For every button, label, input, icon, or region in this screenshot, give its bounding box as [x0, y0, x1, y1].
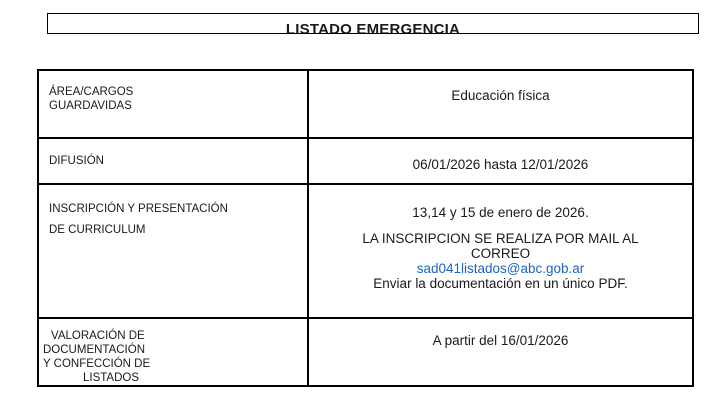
table-row	[38, 138, 693, 184]
row-value-area-cargos	[308, 70, 693, 138]
row-value-valoracion	[308, 318, 693, 386]
row-label-difusion	[38, 138, 308, 184]
row-value-difusion	[308, 138, 693, 184]
row-value-inscripcion	[308, 184, 693, 318]
value-line: CORREO	[470, 246, 531, 261]
table-row	[38, 70, 693, 138]
table-row	[38, 184, 693, 318]
table-row	[38, 318, 693, 386]
label-line: GUARDAVIDAS	[49, 100, 132, 112]
row-label-valoracion	[38, 318, 308, 386]
label-line: Y CONFECCIÓN DE	[43, 358, 151, 370]
value-line: LA INSCRIPCION SE REALIZA POR MAIL AL	[362, 231, 639, 246]
value-line: Educación física	[451, 88, 550, 103]
label-line: DOCUMENTACIÓN	[43, 344, 146, 356]
row-label-area-cargos	[38, 70, 308, 138]
label-line: DE CURRICULUM	[49, 224, 146, 236]
label-line: VALORACIÓN DE	[51, 330, 145, 342]
value-line: Enviar la documentación en un único PDF.	[373, 276, 628, 291]
label-line: DIFUSIÓN	[49, 155, 104, 167]
row-label-inscripcion	[38, 184, 308, 318]
value-line: 13,14 y 15 de enero de 2026.	[412, 205, 589, 220]
emergency-listing-table	[37, 69, 694, 387]
label-line: INSCRIPCIÓN Y PRESENTACIÓN	[49, 203, 228, 215]
value-line: A partir del 16/01/2026	[432, 333, 569, 348]
label-line: LISTADOS	[83, 372, 140, 384]
value-line: 06/01/2026 hasta 12/01/2026	[412, 157, 589, 172]
title-box	[47, 13, 699, 34]
label-line: ÁREA/CARGOS	[49, 86, 134, 98]
page-title: LISTADO EMERGENCIA	[285, 21, 461, 34]
email-link[interactable]: sad041listados@abc.gob.ar	[416, 261, 585, 276]
